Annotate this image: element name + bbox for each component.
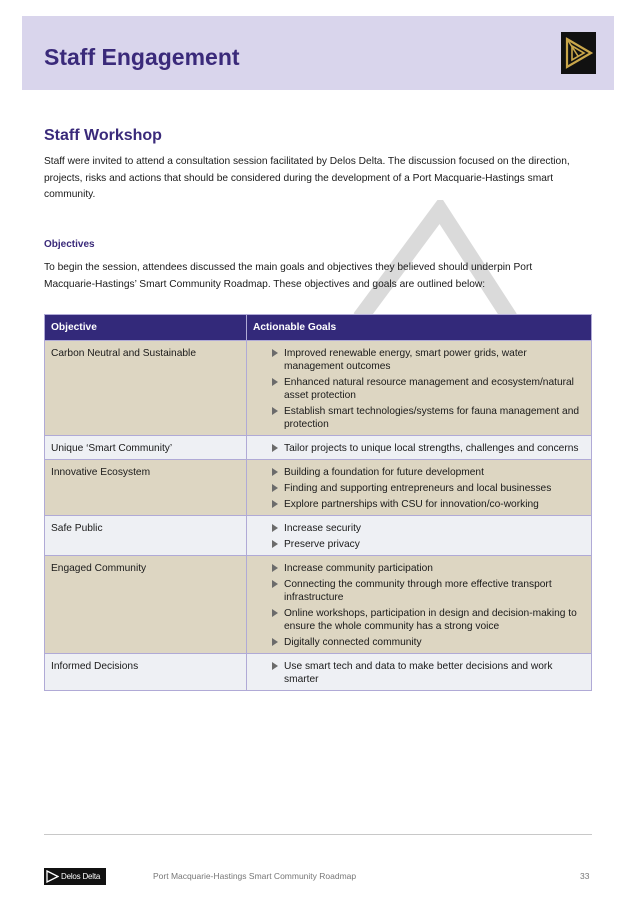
goal-item bbox=[277, 562, 585, 575]
table-header-objective: Objective bbox=[45, 315, 247, 341]
footer-logo-text: Delos Delta bbox=[61, 872, 101, 881]
goal-text: Explore partnerships with CSU for innovation/co-working bbox=[284, 499, 539, 510]
bullet-arrow-icon bbox=[272, 564, 278, 572]
bullet-arrow-icon bbox=[272, 349, 278, 357]
bullet-arrow-icon bbox=[272, 500, 278, 508]
goal-text: Tailor projects to unique local strengths, challenges and concerns bbox=[284, 443, 579, 454]
objective-cell: Informed Decisions bbox=[45, 654, 247, 691]
table-row bbox=[45, 436, 592, 460]
table-row bbox=[45, 460, 592, 516]
bullet-arrow-icon bbox=[272, 638, 278, 646]
goal-item bbox=[277, 482, 585, 495]
footer-divider bbox=[44, 834, 592, 835]
goal-item bbox=[277, 347, 585, 373]
bullet-arrow-icon bbox=[272, 580, 278, 588]
header-banner bbox=[22, 16, 614, 90]
table-header-actionable-goals: Actionable Goals bbox=[247, 315, 592, 341]
goal-item bbox=[277, 498, 585, 511]
objective-cell: Safe Public bbox=[45, 516, 247, 556]
goal-item bbox=[277, 442, 585, 455]
goal-text: Increase security bbox=[284, 523, 362, 534]
goal-text: Finding and supporting entrepreneurs and local businesses bbox=[284, 483, 552, 494]
goals-cell bbox=[247, 516, 592, 556]
footer-document-title: Port Macquarie-Hastings Smart Community Roadmap bbox=[153, 871, 357, 881]
table-header-row bbox=[45, 315, 592, 341]
objectives-table bbox=[44, 314, 592, 691]
bullet-arrow-icon bbox=[272, 609, 278, 617]
goals-list bbox=[253, 466, 585, 511]
objectives-paragraph: To begin the session, attendees discussed the main goals and objectives they believed should underpin Port Macquarie-Hastings’ Smart Community Roadmap. These objectives and goals are outlined below: bbox=[44, 262, 533, 290]
footer-logo bbox=[44, 868, 106, 885]
goal-text: Use smart tech and data to make better decisions and work smarter bbox=[284, 661, 553, 685]
objective-cell: Carbon Neutral and Sustainable bbox=[45, 341, 247, 436]
objective-cell: Engaged Community bbox=[45, 556, 247, 654]
goal-item bbox=[277, 660, 585, 686]
bullet-arrow-icon bbox=[272, 407, 278, 415]
workshop-paragraph: Staff were invited to attend a consultation session facilitated by Delos Delta. The discussion focused on the direction, projects, risks and actions that should be considered during the development of a Port Macquarie-Hastings smart community. bbox=[44, 156, 570, 200]
goal-item bbox=[277, 636, 585, 649]
page-number: 33 bbox=[580, 871, 590, 881]
goal-text: Improved renewable energy, smart power grids, water management outcomes bbox=[284, 348, 527, 372]
goal-item bbox=[277, 607, 585, 633]
delos-delta-logo-icon bbox=[561, 32, 596, 74]
goal-text: Online workshops, participation in design and decision-making to ensure the whole community has a strong voice bbox=[284, 608, 577, 632]
goal-text: Connecting the community through more effective transport infrastructure bbox=[284, 579, 552, 603]
bullet-arrow-icon bbox=[272, 468, 278, 476]
goal-item bbox=[277, 522, 585, 535]
objective-cell: Unique ‘Smart Community’ bbox=[45, 436, 247, 460]
goals-cell bbox=[247, 341, 592, 436]
goal-text: Establish smart technologies/systems for fauna management and protection bbox=[284, 406, 580, 430]
goal-text: Digitally connected community bbox=[284, 637, 422, 648]
goals-cell bbox=[247, 436, 592, 460]
page-title: Staff Engagement bbox=[44, 44, 240, 70]
goal-text: Enhanced natural resource management and ecosystem/natural asset protection bbox=[284, 377, 574, 401]
bullet-arrow-icon bbox=[272, 662, 278, 670]
goals-cell bbox=[247, 460, 592, 516]
goal-item bbox=[277, 578, 585, 604]
objective-cell: Innovative Ecosystem bbox=[45, 460, 247, 516]
table-row bbox=[45, 556, 592, 654]
table-row bbox=[45, 516, 592, 556]
goal-text: Building a foundation for future development bbox=[284, 467, 484, 478]
delos-delta-footer-logo-icon bbox=[46, 870, 59, 883]
goal-item bbox=[277, 538, 585, 551]
table-row bbox=[45, 654, 592, 691]
goal-item bbox=[277, 466, 585, 479]
goals-list bbox=[253, 522, 585, 551]
goals-cell bbox=[247, 654, 592, 691]
goal-item bbox=[277, 376, 585, 402]
goals-list bbox=[253, 660, 585, 686]
goal-text: Increase community participation bbox=[284, 563, 433, 574]
goals-list bbox=[253, 562, 585, 649]
goals-cell bbox=[247, 556, 592, 654]
goals-list bbox=[253, 347, 585, 431]
objectives-heading: Objectives bbox=[44, 239, 95, 250]
goals-list bbox=[253, 442, 585, 455]
bullet-arrow-icon bbox=[272, 524, 278, 532]
table-row bbox=[45, 341, 592, 436]
section-title-staff-workshop: Staff Workshop bbox=[44, 127, 162, 144]
bullet-arrow-icon bbox=[272, 378, 278, 386]
bullet-arrow-icon bbox=[272, 484, 278, 492]
bullet-arrow-icon bbox=[272, 540, 278, 548]
bullet-arrow-icon bbox=[272, 444, 278, 452]
goal-item bbox=[277, 405, 585, 431]
goal-text: Preserve privacy bbox=[284, 539, 360, 550]
